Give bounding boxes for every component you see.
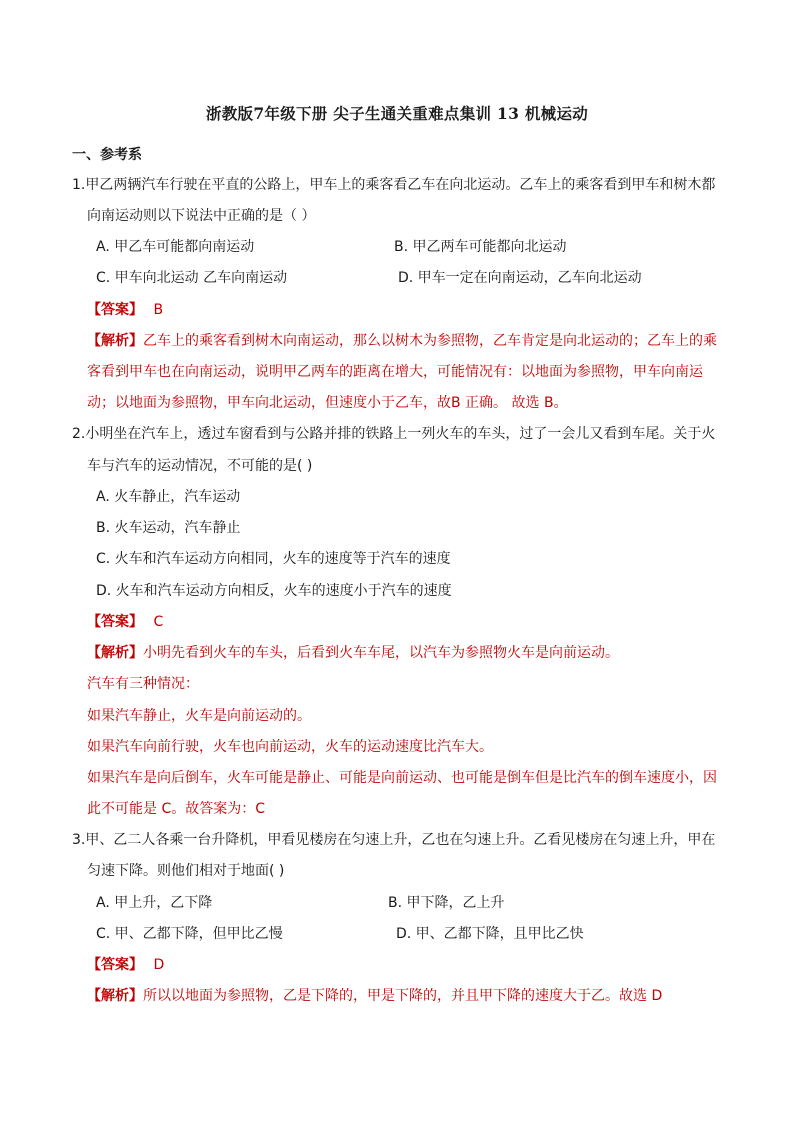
question-2-analysis-line-1 bbox=[87, 643, 619, 663]
analysis-text: 乙车上的乘客看到树木向南运动，那么以树木为参照物，乙车肯定是向北运动的；乙车上的乘 bbox=[143, 333, 717, 349]
question-2-option-a: A. 火车静止，汽车运动 bbox=[96, 489, 241, 505]
answer-tag: 【答案】 bbox=[87, 614, 143, 630]
question-2-answer bbox=[87, 612, 163, 632]
question-3-option-a: A. 甲上升，乙下降 bbox=[96, 895, 213, 911]
question-1-option-b: B. 甲乙两车可能都向北运动 bbox=[394, 239, 567, 255]
question-1-option-c: C. 甲车向北运动 乙车向南运动 bbox=[96, 270, 288, 286]
answer-value: C bbox=[153, 614, 164, 630]
analysis-text: 小明先看到火车的车头，后看到火车车尾，以汽车为参照物火车是向前运动。 bbox=[143, 645, 619, 661]
question-2-analysis-line-4: 如果汽车向前行驶，火车也向前运动，火车的运动速度比汽车大。 bbox=[87, 739, 493, 755]
question-2-analysis-line-6: 此不可能是 C。故答案为：C bbox=[87, 801, 266, 817]
question-3-stem-line-1: 3.甲、乙二人各乘一台升降机，甲看见楼房在匀速上升，乙也在匀速上升。乙看见楼房在匀速上升，甲在 bbox=[72, 832, 716, 848]
question-1-analysis-line-3: 动；以地面为参照物，甲车向北运动，但速度小于乙车，故B 正确。 故选 B。 bbox=[87, 395, 568, 411]
answer-value: D bbox=[153, 957, 165, 973]
answer-tag: 【答案】 bbox=[87, 302, 143, 318]
question-2-analysis-line-2: 汽车有三种情况： bbox=[87, 676, 199, 692]
question-2-option-c: C. 火车和汽车运动方向相同，火车的速度等于汽车的速度 bbox=[96, 551, 451, 567]
question-1-analysis-line-1 bbox=[87, 331, 717, 351]
question-1-analysis-line-2: 客看到甲车也在向南运动，说明甲乙两车的距离在增大，可能情况有：以地面为参照物，甲车向南运 bbox=[87, 364, 703, 380]
analysis-tag: 【解析】 bbox=[87, 988, 143, 1004]
answer-value: B bbox=[153, 302, 164, 318]
question-2-stem-line-2: 车与汽车的运动情况，不可能的是( ) bbox=[87, 458, 313, 474]
question-3-option-d: D. 甲、乙都下降，且甲比乙快 bbox=[396, 926, 584, 942]
question-3-option-c: C. 甲、乙都下降，但甲比乙慢 bbox=[96, 926, 283, 942]
analysis-tag: 【解析】 bbox=[87, 333, 143, 349]
question-2-analysis-line-5: 如果汽车是向后倒车，火车可能是静止、可能是向前运动、也可能是倒车但是比汽车的倒车速度小，因 bbox=[87, 770, 717, 786]
question-2-stem-line-1: 2.小明坐在汽车上，透过车窗看到与公路并排的铁路上一列火车的车头，过了一会儿又看到车尾。关于火 bbox=[72, 426, 716, 442]
question-1-option-d: D. 甲车一定在向南运动，乙车向北运动 bbox=[398, 270, 642, 286]
question-2-option-b: B. 火车运动，汽车静止 bbox=[96, 520, 241, 536]
analysis-text: 所以以地面为参照物，乙是下降的，甲是下降的，并且甲下降的速度大于乙。故选 D bbox=[143, 988, 663, 1004]
analysis-tag: 【解析】 bbox=[87, 645, 143, 661]
answer-tag: 【答案】 bbox=[87, 957, 143, 973]
question-3-answer bbox=[87, 955, 164, 975]
page-title: 浙教版7年级下册 尖子生通关重难点集训 13 机械运动 bbox=[205, 104, 589, 123]
question-2-analysis-line-3: 如果汽车静止，火车是向前运动的。 bbox=[87, 708, 311, 724]
section-heading: 一、参考系 bbox=[72, 147, 142, 163]
question-3-analysis-line-1 bbox=[87, 986, 662, 1006]
question-3-stem-line-2: 匀速下降。则他们相对于地面( ) bbox=[87, 863, 285, 879]
question-1-answer bbox=[87, 300, 163, 320]
question-1-stem-line-1: 1.甲乙两辆汽车行驶在平直的公路上，甲车上的乘客看乙车在向北运动。乙车上的乘客看到甲车和树木都 bbox=[72, 177, 716, 193]
question-1-option-a: A. 甲乙车可能都向南运动 bbox=[96, 239, 255, 255]
question-1-stem-line-2: 向南运动则以下说法中正确的是（ ） bbox=[87, 208, 316, 224]
question-2-option-d: D. 火车和汽车运动方向相反，火车的速度小于汽车的速度 bbox=[96, 583, 452, 599]
question-3-option-b: B. 甲下降，乙上升 bbox=[388, 895, 505, 911]
